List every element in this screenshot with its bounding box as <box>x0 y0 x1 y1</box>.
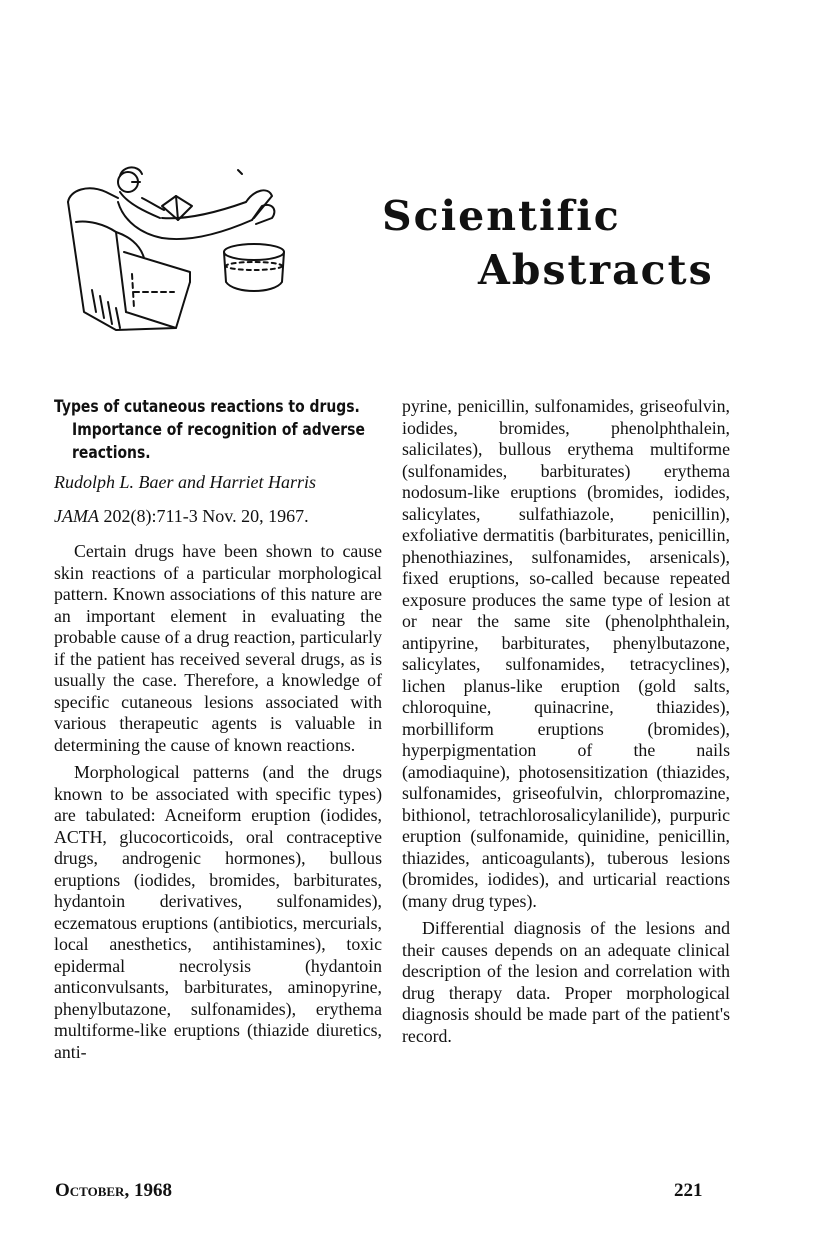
article-citation <box>54 506 382 528</box>
footer-date: October, 1968 <box>55 1180 172 1201</box>
right-column <box>402 396 730 1047</box>
journal-name: JAMA <box>54 505 99 526</box>
paragraph-3: Differential diagnosis of the lesions and their causes depends on an adequate clinical description of the lesion and correlation with drug therapy data. Proper morphological diagnosis should be made part of the patient's record. <box>402 918 730 1046</box>
article-authors: Rudolph L. Baer and Harriet Harris <box>54 472 317 492</box>
reader-armchair-illustration <box>58 162 298 334</box>
paragraph-2-part2: pyrine, penicillin, sulfonamides, griseofulvin, iodides, bromides, phenolphthalein, salicilates), bullous erythema multiforme (sulfonamides, barbiturates) erythema nodosum-like eruptions (bromides, iodides, salicylates, sulfathiazole, penicillin), exfoliative dermatitis (barbiturates, penicillin, phenothiazines, sulfonamides, arsenicals), fixed eruptions, so-called because repeated exposure produces the same type of lesion at or near the same site (phenolphthalein, antipyrine, barbiturates, phenylbutazone, salicylates, sulfonamides, tetracyclines), lichen planus-like eruption (gold salts, chloroquine, quinacrine, thiazides), morbilliform eruptions (bromides), hyperpigmentation of the nails (amodiaquine), photosensitization (thiazides, sulfonamides, griseofulvin, chlorpromazine, bithionol, tetrachlorosalicylanilide), purpuric eruption (sulfonamide, quinidine, penicillin, thiazides, anticoagulants), tuberous lesions (bromides, iodides), and urticarial reactions (many drug types). <box>402 396 730 911</box>
page-number: 221 <box>674 1180 703 1201</box>
paragraph-1: Certain drugs have been shown to cause skin reactions of a particular morphological pattern. Known associations of this nature are an important element in evaluating the probable cause of a drug reaction, particularly if the patient has received several drugs, as is usually the case. Therefore, a knowledge of specific cutaneous lesions associated with various therapeutic agents is valuable in determining the cause of known reactions. <box>54 541 382 755</box>
left-column <box>54 396 382 1063</box>
page-title-line2: Abstracts <box>478 246 714 294</box>
article-title: Types of cutaneous reactions to drugs. Importance of recognition of adverse reactions. <box>54 397 365 463</box>
citation-details: 202(8):711-3 Nov. 20, 1967. <box>98 505 309 526</box>
paragraph-2-part1: Morphological patterns (and the drugs known to be associated with specific types) are tabulated: Acneiform eruption (iodides, ACTH, glucocorticoids, oral contraceptive drugs, androgenic hormones), bullous eruptions (iodides, bromides, barbiturates, hydantoin derivatives, sulfonamides), eczematous eruptions (antibiotics, mercurials, local anesthetics, antihistamines), toxic epidermal necrolysis (hydantoin anticonvulsants, barbiturates, aminopyrine, phenylbutazone, sulfonamides), erythema multiforme-like eruptions (thiazide diuretics, anti- <box>54 762 382 1062</box>
page-title-line1: Scientific <box>382 192 621 240</box>
